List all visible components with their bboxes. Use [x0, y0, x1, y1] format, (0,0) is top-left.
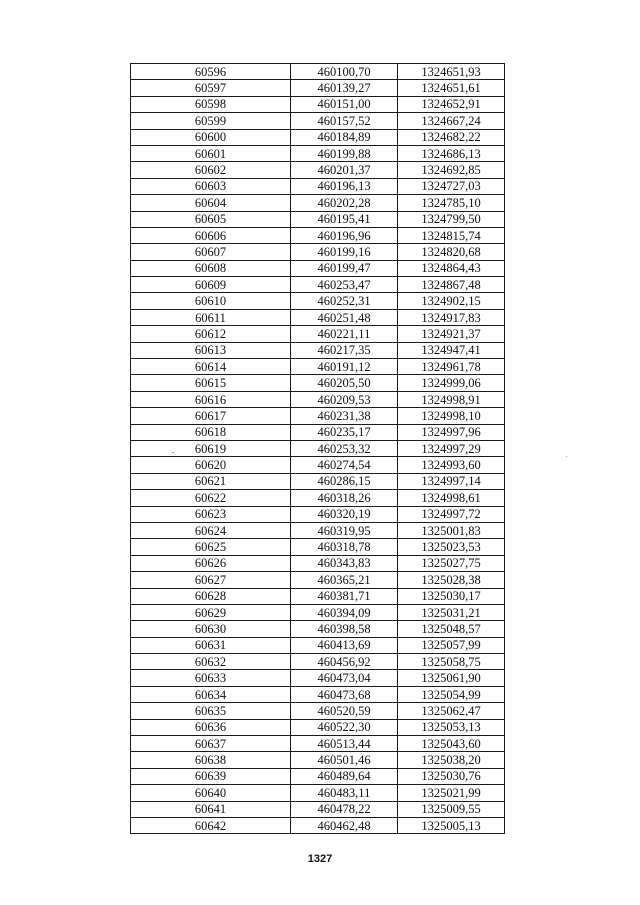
x-coordinate-cell: 460199,47 — [291, 260, 398, 276]
point-number-cell: 60599 — [131, 113, 291, 129]
x-coordinate-cell: 460501,46 — [291, 752, 398, 768]
point-number-cell: 60602 — [131, 162, 291, 178]
x-coordinate-cell: 460365,21 — [291, 572, 398, 588]
y-coordinate-cell: 1325021,99 — [398, 785, 505, 801]
point-number-cell: 60631 — [131, 637, 291, 653]
point-number-cell: 60635 — [131, 703, 291, 719]
table-row — [131, 736, 505, 752]
point-number-cell: 60596 — [131, 64, 291, 80]
table-row — [131, 178, 505, 194]
y-coordinate-cell: 1324997,14 — [398, 473, 505, 489]
y-coordinate-cell: 1324998,91 — [398, 391, 505, 407]
table-row — [131, 391, 505, 407]
table-row — [131, 113, 505, 129]
point-number-cell: 60608 — [131, 260, 291, 276]
table-row — [131, 686, 505, 702]
x-coordinate-cell: 460478,22 — [291, 801, 398, 817]
page-number: 1327 — [307, 853, 333, 865]
scan-speck — [566, 456, 567, 457]
x-coordinate-cell: 460473,04 — [291, 670, 398, 686]
y-coordinate-cell: 1324815,74 — [398, 227, 505, 243]
point-number-cell: 60603 — [131, 178, 291, 194]
y-coordinate-cell: 1325054,99 — [398, 686, 505, 702]
point-number-cell: 60606 — [131, 227, 291, 243]
y-coordinate-cell: 1324785,10 — [398, 195, 505, 211]
y-coordinate-cell: 1325023,53 — [398, 539, 505, 555]
x-coordinate-cell: 460157,52 — [291, 113, 398, 129]
y-coordinate-cell: 1325057,99 — [398, 637, 505, 653]
point-number-cell: 60607 — [131, 244, 291, 260]
point-number-cell: 60622 — [131, 490, 291, 506]
y-coordinate-cell: 1324921,37 — [398, 326, 505, 342]
y-coordinate-cell: 1325043,60 — [398, 736, 505, 752]
table-row — [131, 440, 505, 456]
y-coordinate-cell: 1324999,06 — [398, 375, 505, 391]
table-row — [131, 195, 505, 211]
y-coordinate-cell: 1324682,22 — [398, 129, 505, 145]
table-row — [131, 572, 505, 588]
y-coordinate-cell: 1325030,17 — [398, 588, 505, 604]
x-coordinate-cell: 460456,92 — [291, 654, 398, 670]
x-coordinate-cell: 460139,27 — [291, 80, 398, 96]
table-row — [131, 768, 505, 784]
table-row — [131, 359, 505, 375]
x-coordinate-cell: 460196,13 — [291, 178, 398, 194]
table-row — [131, 539, 505, 555]
point-number-cell: 60637 — [131, 736, 291, 752]
table-row — [131, 785, 505, 801]
table-row — [131, 555, 505, 571]
x-coordinate-cell: 460252,31 — [291, 293, 398, 309]
table-row — [131, 277, 505, 293]
point-number-cell: 60614 — [131, 359, 291, 375]
table-row — [131, 244, 505, 260]
y-coordinate-cell: 1324998,10 — [398, 408, 505, 424]
x-coordinate-cell: 460235,17 — [291, 424, 398, 440]
y-coordinate-cell: 1324799,50 — [398, 211, 505, 227]
x-coordinate-cell: 460184,89 — [291, 129, 398, 145]
y-coordinate-cell: 1324997,72 — [398, 506, 505, 522]
x-coordinate-cell: 460201,37 — [291, 162, 398, 178]
y-coordinate-cell: 1324651,93 — [398, 64, 505, 80]
x-coordinate-cell: 460199,88 — [291, 145, 398, 161]
table-row — [131, 96, 505, 112]
point-number-cell: 60600 — [131, 129, 291, 145]
point-number-cell: 60617 — [131, 408, 291, 424]
table-row — [131, 375, 505, 391]
point-number-cell: 60640 — [131, 785, 291, 801]
point-number-cell: 60623 — [131, 506, 291, 522]
y-coordinate-cell: 1325053,13 — [398, 719, 505, 735]
point-number-cell: 60611 — [131, 309, 291, 325]
y-coordinate-cell: 1324998,61 — [398, 490, 505, 506]
x-coordinate-cell: 460522,30 — [291, 719, 398, 735]
table-row — [131, 145, 505, 161]
point-number-cell: 60612 — [131, 326, 291, 342]
x-coordinate-cell: 460253,32 — [291, 440, 398, 456]
table-row — [131, 342, 505, 358]
table-row — [131, 817, 505, 833]
x-coordinate-cell: 460205,50 — [291, 375, 398, 391]
table-row — [131, 408, 505, 424]
point-number-cell: 60639 — [131, 768, 291, 784]
point-number-cell: 60633 — [131, 670, 291, 686]
x-coordinate-cell: 460286,15 — [291, 473, 398, 489]
point-number-cell: 60605 — [131, 211, 291, 227]
coordinates-table-body — [131, 64, 505, 834]
y-coordinate-cell: 1324917,83 — [398, 309, 505, 325]
x-coordinate-cell: 460320,19 — [291, 506, 398, 522]
y-coordinate-cell: 1324867,48 — [398, 277, 505, 293]
x-coordinate-cell: 460483,11 — [291, 785, 398, 801]
table-row — [131, 326, 505, 342]
table-row — [131, 506, 505, 522]
x-coordinate-cell: 460318,26 — [291, 490, 398, 506]
point-number-cell: 60618 — [131, 424, 291, 440]
table-row — [131, 424, 505, 440]
point-number-cell: 60613 — [131, 342, 291, 358]
table-row — [131, 162, 505, 178]
point-number-cell: 60597 — [131, 80, 291, 96]
table-row — [131, 522, 505, 538]
y-coordinate-cell: 1325005,13 — [398, 817, 505, 833]
point-number-cell: 60642 — [131, 817, 291, 833]
table-row — [131, 293, 505, 309]
x-coordinate-cell: 460221,11 — [291, 326, 398, 342]
x-coordinate-cell: 460394,09 — [291, 604, 398, 620]
point-number-cell: 60610 — [131, 293, 291, 309]
table-row — [131, 227, 505, 243]
y-coordinate-cell: 1324667,24 — [398, 113, 505, 129]
point-number-cell: 60598 — [131, 96, 291, 112]
table-row — [131, 80, 505, 96]
x-coordinate-cell: 460381,71 — [291, 588, 398, 604]
table-row — [131, 588, 505, 604]
x-coordinate-cell: 460319,95 — [291, 522, 398, 538]
x-coordinate-cell: 460231,38 — [291, 408, 398, 424]
x-coordinate-cell: 460191,12 — [291, 359, 398, 375]
point-number-cell: 60638 — [131, 752, 291, 768]
point-number-cell: 60632 — [131, 654, 291, 670]
point-number-cell: 60601 — [131, 145, 291, 161]
table-row — [131, 490, 505, 506]
x-coordinate-cell: 460195,41 — [291, 211, 398, 227]
coordinates-table — [130, 63, 505, 834]
table-row — [131, 621, 505, 637]
point-number-cell: 60627 — [131, 572, 291, 588]
x-coordinate-cell: 460196,96 — [291, 227, 398, 243]
table-row — [131, 637, 505, 653]
y-coordinate-cell: 1325061,90 — [398, 670, 505, 686]
y-coordinate-cell: 1325028,38 — [398, 572, 505, 588]
y-coordinate-cell: 1325058,75 — [398, 654, 505, 670]
y-coordinate-cell: 1324864,43 — [398, 260, 505, 276]
table-row — [131, 309, 505, 325]
x-coordinate-cell: 460513,44 — [291, 736, 398, 752]
point-number-cell: 60636 — [131, 719, 291, 735]
y-coordinate-cell: 1324961,78 — [398, 359, 505, 375]
point-number-cell: 60628 — [131, 588, 291, 604]
point-number-cell: 60604 — [131, 195, 291, 211]
x-coordinate-cell: 460489,64 — [291, 768, 398, 784]
y-coordinate-cell: 1324997,96 — [398, 424, 505, 440]
x-coordinate-cell: 460274,54 — [291, 457, 398, 473]
y-coordinate-cell: 1325062,47 — [398, 703, 505, 719]
y-coordinate-cell: 1324997,29 — [398, 440, 505, 456]
point-number-cell: 60619 — [131, 440, 291, 456]
y-coordinate-cell: 1325048,57 — [398, 621, 505, 637]
point-number-cell: 60621 — [131, 473, 291, 489]
y-coordinate-cell: 1325030,76 — [398, 768, 505, 784]
x-coordinate-cell: 460462,48 — [291, 817, 398, 833]
table-row — [131, 670, 505, 686]
y-coordinate-cell: 1324727,03 — [398, 178, 505, 194]
x-coordinate-cell: 460251,48 — [291, 309, 398, 325]
y-coordinate-cell: 1325009,55 — [398, 801, 505, 817]
table-row — [131, 129, 505, 145]
scan-speck — [172, 452, 174, 453]
point-number-cell: 60620 — [131, 457, 291, 473]
point-number-cell: 60624 — [131, 522, 291, 538]
y-coordinate-cell: 1325027,75 — [398, 555, 505, 571]
table-row — [131, 654, 505, 670]
y-coordinate-cell: 1324686,13 — [398, 145, 505, 161]
point-number-cell: 60615 — [131, 375, 291, 391]
x-coordinate-cell: 460209,53 — [291, 391, 398, 407]
table-row — [131, 801, 505, 817]
point-number-cell: 60616 — [131, 391, 291, 407]
table-row — [131, 604, 505, 620]
x-coordinate-cell: 460343,83 — [291, 555, 398, 571]
table-row — [131, 260, 505, 276]
y-coordinate-cell: 1325038,20 — [398, 752, 505, 768]
x-coordinate-cell: 460253,47 — [291, 277, 398, 293]
x-coordinate-cell: 460413,69 — [291, 637, 398, 653]
point-number-cell: 60625 — [131, 539, 291, 555]
table-row — [131, 703, 505, 719]
table-row — [131, 752, 505, 768]
point-number-cell: 60609 — [131, 277, 291, 293]
point-number-cell: 60630 — [131, 621, 291, 637]
y-coordinate-cell: 1324902,15 — [398, 293, 505, 309]
x-coordinate-cell: 460199,16 — [291, 244, 398, 260]
table-row — [131, 64, 505, 80]
y-coordinate-cell: 1324947,41 — [398, 342, 505, 358]
y-coordinate-cell: 1325031,21 — [398, 604, 505, 620]
table-row — [131, 211, 505, 227]
point-number-cell: 60641 — [131, 801, 291, 817]
x-coordinate-cell: 460318,78 — [291, 539, 398, 555]
y-coordinate-cell: 1324652,91 — [398, 96, 505, 112]
y-coordinate-cell: 1324692,85 — [398, 162, 505, 178]
point-number-cell: 60634 — [131, 686, 291, 702]
table-row — [131, 719, 505, 735]
x-coordinate-cell: 460100,70 — [291, 64, 398, 80]
table-row — [131, 457, 505, 473]
x-coordinate-cell: 460398,58 — [291, 621, 398, 637]
x-coordinate-cell: 460202,28 — [291, 195, 398, 211]
x-coordinate-cell: 460217,35 — [291, 342, 398, 358]
point-number-cell: 60626 — [131, 555, 291, 571]
y-coordinate-cell: 1324820,68 — [398, 244, 505, 260]
x-coordinate-cell: 460473,68 — [291, 686, 398, 702]
x-coordinate-cell: 460520,59 — [291, 703, 398, 719]
point-number-cell: 60629 — [131, 604, 291, 620]
x-coordinate-cell: 460151,00 — [291, 96, 398, 112]
y-coordinate-cell: 1324993,60 — [398, 457, 505, 473]
y-coordinate-cell: 1324651,61 — [398, 80, 505, 96]
y-coordinate-cell: 1325001,83 — [398, 522, 505, 538]
table-row — [131, 473, 505, 489]
